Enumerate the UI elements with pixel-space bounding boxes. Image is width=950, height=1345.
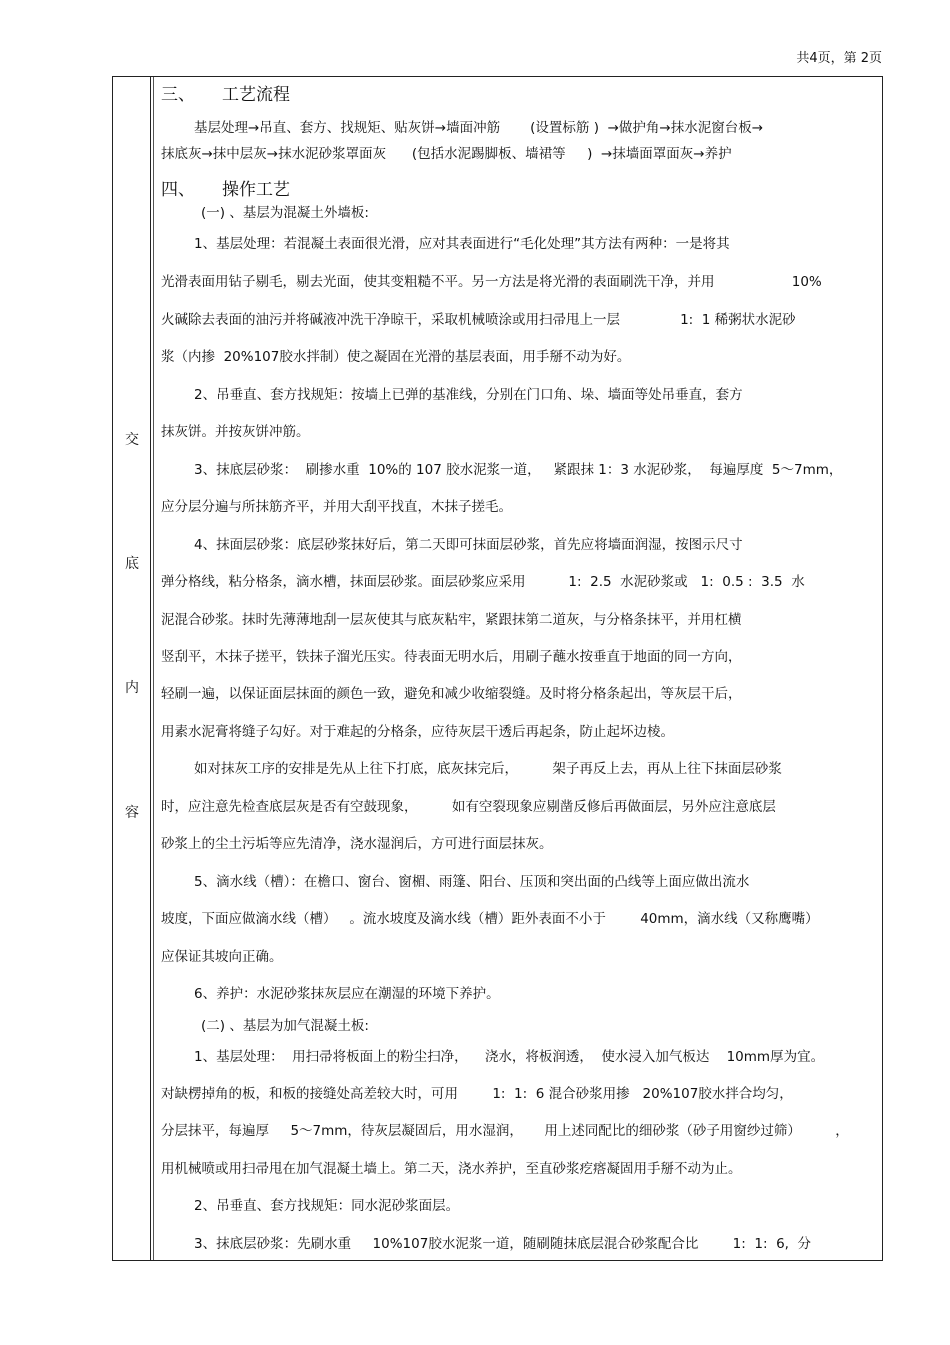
text-line: 对缺楞掉角的板，和板的接缝处高差较大时，可用 1: 1: 6 混合砂浆用掺 20%107胶水拌合均匀， bbox=[161, 1086, 793, 1102]
side-label-char: 底 bbox=[125, 556, 139, 572]
subsection-heading: (一) 、基层为混凝土外墙板: bbox=[201, 205, 369, 221]
subsection-heading: (二) 、基层为加气混凝土板: bbox=[201, 1018, 369, 1034]
text-line: 6、养护：水泥砂浆抹灰层应在潮湿的环境下养护。 bbox=[194, 986, 500, 1002]
column-divider bbox=[153, 77, 154, 1260]
text-line: 抹灰饼。并按灰饼冲筋。 bbox=[161, 424, 310, 440]
side-label-char: 交 bbox=[125, 432, 139, 448]
side-label-char: 内 bbox=[125, 680, 139, 696]
text-line: 光滑表面用钻子剔毛，剔去光面，使其变粗糙不平。另一方法是将光滑的表面刷洗干净，并用 10% bbox=[161, 274, 822, 290]
text-line: 竖刮平，木抹子搓平，铁抹子溜光压实。待表面无明水后，用刷子蘸水按垂直于地面的同一方向， bbox=[161, 649, 742, 665]
text-line: 轻刷一遍，以保证面层抹面的颜色一致，避免和减少收缩裂缝。及时将分格条起出，等灰层干后， bbox=[161, 686, 742, 702]
text-line: 2、吊垂直、套方找规矩：按墙上已弹的基准线，分别在门口角、垛、墙面等处吊垂直，套方 bbox=[194, 387, 743, 403]
text-line: 弹分格线，粘分格条，滴水槽，抹面层砂浆。面层砂浆应采用 1: 2.5 水泥砂浆或 1: 0.5 : 3.5 水 bbox=[161, 574, 805, 590]
text-line: 用素水泥膏将缝子勾好。对于难起的分格条，应待灰层干透后再起条，防止起坏边棱。 bbox=[161, 724, 674, 740]
text-line: 5、滴水线（槽）：在檐口、窗台、窗楣、雨篷、阳台、压顶和突出面的凸线等上面应做出流水 bbox=[194, 874, 750, 890]
text-line: 4、抹面层砂浆：底层砂浆抹好后，第二天即可抹面层砂浆，首先应将墙面润湿，按图示尺寸 bbox=[194, 537, 743, 553]
text-line: 应保证其坡向正确。 bbox=[161, 949, 283, 965]
text-line: 浆（内掺 20%107胶水拌制）使之凝固在光滑的基层表面，用手掰不动为好。 bbox=[161, 349, 631, 365]
text-line: 用机械喷或用扫帚甩在加气混凝土墙上。第二天，浇水养护，至直砂浆疙瘩凝固用手掰不动为止。 bbox=[161, 1161, 742, 1177]
section-heading: 四、 操作工艺 bbox=[161, 180, 291, 200]
text-line: 1、基层处理：若混凝土表面很光滑，应对其表面进行“毛化处理”其方法有两种：一是将其 bbox=[194, 236, 730, 252]
text-line: 砂浆上的尘土污垢等应先清净，浇水湿润后，方可进行面层抹灰。 bbox=[161, 836, 553, 852]
text-line: 应分层分遍与所抹筋齐平，并用大刮平找直，木抹子搓毛。 bbox=[161, 499, 512, 515]
text-line: 时，应注意先检查底层灰是否有空鼓现象， 如有空裂现象应剔凿反修后再做面层，另外应注意底层 bbox=[161, 799, 776, 815]
document-table bbox=[112, 76, 883, 1261]
text-line: 泥混合砂浆。抹时先薄薄地刮一层灰使其与底灰粘牢，紧跟抹第二道灰，与分格条抹平，并用杠横 bbox=[161, 612, 742, 628]
page-number: 共4页，第 2页 bbox=[796, 51, 882, 66]
text-line: 3、抹底层砂浆：先刷水重 10%107胶水泥浆一道，随刷随抹底层混合砂浆配合比 1: 1: 6, 分 bbox=[194, 1236, 812, 1252]
text-line: 3、抹底层砂浆： 刷掺水重 10%的 107 胶水泥浆一道， 紧跟抹 1：3 水泥砂浆， 每遍厚度 5～7mm， bbox=[194, 462, 843, 478]
text-line: 坡度，下面应做滴水线（槽） 。流水坡度及滴水线（槽）距外表面不小于 40mm，滴水线（又称鹰嘴） bbox=[161, 911, 819, 927]
text-line: 火碱除去表面的油污并将碱液冲洗干净晾干，采取机械喷涂或用扫帚甩上一层 1: 1 稀粥状水泥砂 bbox=[161, 312, 796, 328]
text-line: 抹底灰→抹中层灰→抹水泥砂浆罩面灰 (包括水泥踢脚板、墙裙等 ) →抹墙面罩面灰→养护 bbox=[161, 146, 732, 162]
side-label-char: 容 bbox=[125, 805, 139, 821]
section-heading: 三、 工艺流程 bbox=[161, 85, 291, 105]
text-line: 2、吊垂直、套方找规矩：同水泥砂浆面层。 bbox=[194, 1198, 460, 1214]
text-line: 分层抹平，每遍厚 5～7mm，待灰层凝固后，用水湿润， 用上述同配比的细砂浆（砂子用窗纱过筛） ， bbox=[161, 1123, 849, 1139]
side-label-column bbox=[113, 77, 151, 1260]
text-line: 基层处理→吊直、套方、找规矩、贴灰饼→墙面冲筋 (设置标筋 ) →做护角→抹水泥窗台板→ bbox=[194, 120, 764, 136]
text-line: 如对抹灰工序的安排是先从上往下打底，底灰抹完后， 架子再反上去，再从上往下抹面层砂浆 bbox=[194, 761, 782, 777]
text-line: 1、基层处理： 用扫帚将板面上的粉尘扫净， 浇水，将板润透， 使水浸入加气板达 10mm厚为宜。 bbox=[194, 1049, 825, 1065]
